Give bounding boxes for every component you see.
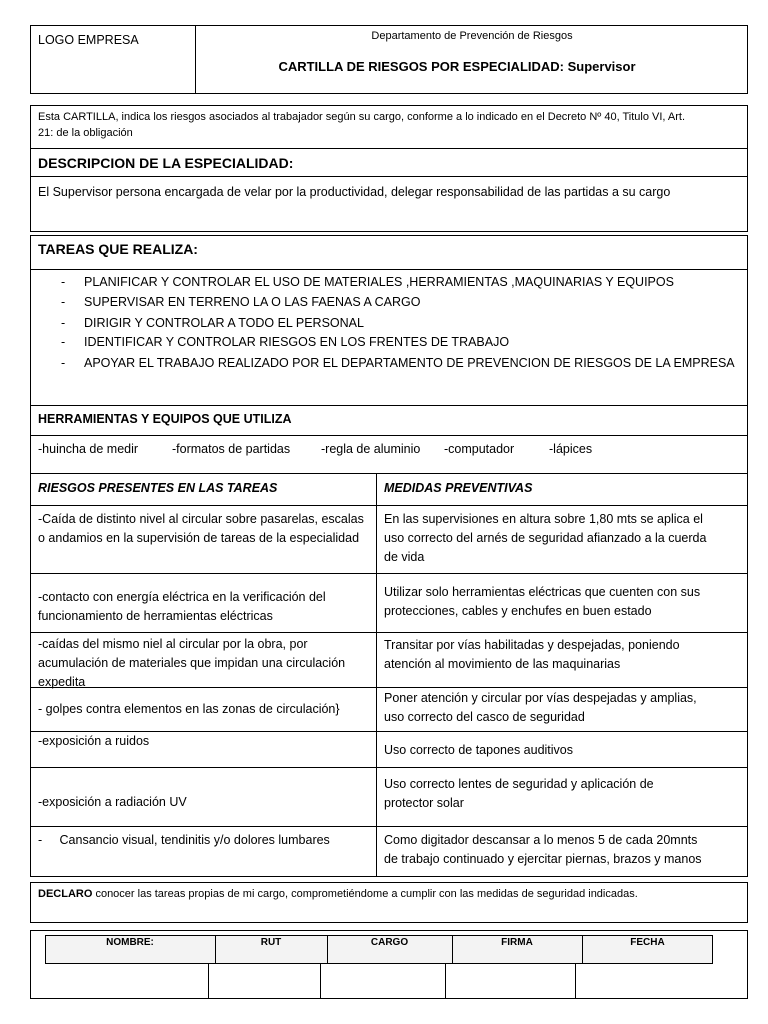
medida-line: Transitar por vías habilitadas y despejadas, poniendo xyxy=(384,638,680,652)
medida-line: Poner atención y circular por vías despejadas y amplias, xyxy=(384,691,697,705)
tarea-item xyxy=(61,275,674,289)
riesgo-line: acumulación de materiales que impidan una circulación xyxy=(38,656,346,670)
descripcion-divider xyxy=(30,176,748,177)
firma-header-fecha: FECHA xyxy=(630,937,665,948)
riesgo-cell xyxy=(38,588,326,626)
medida-line: de vida xyxy=(384,550,425,564)
firma-column-divider xyxy=(575,964,576,999)
firma-header-firma: FIRMA xyxy=(501,937,533,948)
table-hline xyxy=(30,632,748,633)
tarea-bullet: - xyxy=(61,295,66,309)
tarea-item-text: APOYAR EL TRABAJO REALIZADO POR EL DEPARTAMENTO DE PREVENCION DE RIESGOS DE LA EMPRESA xyxy=(84,356,735,370)
table-hline xyxy=(30,505,748,506)
tarea-item-text: SUPERVISAR EN TERRENO LA O LAS FAENAS A CARGO xyxy=(84,295,421,309)
tarea-bullet: - xyxy=(61,356,66,370)
herramienta-item: -formatos de partidas xyxy=(172,442,291,456)
title-role: Supervisor xyxy=(567,59,636,74)
riesgo-line: - golpes contra elementos en las zonas de circulación} xyxy=(38,702,340,716)
riesgo-line: -exposición a radiación UV xyxy=(38,795,187,809)
title-prefix: CARTILLA DE RIESGOS POR ESPECIALIDAD: xyxy=(278,59,568,74)
riesgos-column-header: RIESGOS PRESENTES EN LAS TAREAS xyxy=(38,481,278,495)
medida-line: protecciones, cables y enchufes en buen estado xyxy=(384,604,652,618)
table-hline xyxy=(30,435,748,436)
tarea-bullet: - xyxy=(61,275,66,289)
medida-line: de trabajo continuado y ejercitar piernas, brazos y manos xyxy=(384,852,702,866)
firma-header-rut: RUT xyxy=(260,937,282,948)
firma-header-nombre: NOMBRE: xyxy=(106,937,154,948)
table-hline xyxy=(30,767,748,768)
riesgo-cell xyxy=(38,793,187,812)
medida-line: En las supervisiones en altura sobre 1,80 mts se aplica el xyxy=(384,512,703,526)
riesgo-line: -Caída de distinto nivel al circular sobre pasarelas, escalas xyxy=(38,512,364,526)
riesgo-line: funcionamiento de herramientas eléctricas xyxy=(38,609,273,623)
intro-divider xyxy=(30,148,748,149)
riesgo-cell xyxy=(38,510,364,548)
table-hline xyxy=(30,573,748,574)
riesgo-cell xyxy=(38,732,149,751)
medida-cell xyxy=(384,741,573,760)
tarea-item xyxy=(61,356,735,370)
tarea-item xyxy=(61,295,420,309)
riesgo-line: expedita xyxy=(38,675,86,689)
intro-text-line1: Esta CARTILLA, indica los riesgos asociados al trabajador según su cargo, conforme a lo indicado en el Decreto Nº 40, Titulo VI, Art. xyxy=(38,111,686,123)
medida-cell xyxy=(384,636,680,674)
medida-line: atención al movimiento de las maquinarias xyxy=(384,657,621,671)
firma-header-cargo: CARGO xyxy=(370,937,409,948)
medida-line: Uso correcto lentes de seguridad y aplicación de xyxy=(384,777,654,791)
descripcion-heading: DESCRIPCION DE LA ESPECIALIDAD: xyxy=(38,155,294,171)
riesgo-line: -contacto con energía eléctrica en la verificación del xyxy=(38,590,326,604)
riesgo-cell xyxy=(38,635,345,692)
medida-cell xyxy=(384,510,706,567)
tarea-item-text: DIRIGIR Y CONTROLAR A TODO EL PERSONAL xyxy=(84,316,364,330)
medida-line: Como digitador descansar a lo menos 5 de cada 20mnts xyxy=(384,833,698,847)
tarea-item-text: PLANIFICAR Y CONTROLAR EL USO DE MATERIALES ,HERRAMIENTAS ,MAQUINARIAS Y EQUIPOS xyxy=(84,275,674,289)
table-hline xyxy=(30,826,748,827)
document-title xyxy=(196,59,718,74)
tarea-bullet: - xyxy=(61,316,66,330)
tarea-item-text: IDENTIFICAR Y CONTROLAR RIESGOS EN LOS FRENTES DE TRABAJO xyxy=(84,335,510,349)
riesgo-line: -exposición a ruidos xyxy=(38,734,150,748)
tareas-heading: TAREAS QUE REALIZA: xyxy=(38,241,198,257)
medida-cell xyxy=(384,689,697,727)
medida-cell xyxy=(384,831,702,869)
declaro-body: conocer las tareas propias de mi cargo, comprometiéndome a cumplir con las medidas de seguridad indicadas. xyxy=(92,888,638,900)
declaro-bold: DECLARO xyxy=(38,888,93,900)
descripcion-text: El Supervisor persona encargada de velar por la productividad, delegar responsabilidad de las partidas a su cargo xyxy=(38,185,671,199)
medida-cell xyxy=(384,583,700,621)
medidas-column-header: MEDIDAS PREVENTIVAS xyxy=(384,481,533,495)
firma-column-divider xyxy=(320,964,321,999)
tarea-bullet: - xyxy=(61,335,66,349)
declaro-text xyxy=(38,888,638,900)
intro-text-line2: 21: de la obligación xyxy=(38,127,133,139)
firma-column-divider xyxy=(208,964,209,999)
herramientas-heading: HERRAMIENTAS Y EQUIPOS QUE UTILIZA xyxy=(38,412,292,426)
riesgo-cell xyxy=(38,700,340,719)
medida-line: Utilizar solo herramientas eléctricas que cuenten con sus xyxy=(384,585,701,599)
table-hline xyxy=(30,473,748,474)
tarea-item xyxy=(61,316,364,330)
firma-column-divider xyxy=(445,964,446,999)
tareas-divider xyxy=(30,269,748,270)
department-name: Departamento de Prevención de Riesgos xyxy=(371,30,573,42)
logo-placeholder: LOGO EMPRESA xyxy=(38,33,139,47)
medida-cell xyxy=(384,775,654,813)
riesgo-line: o andamios en la supervisión de tareas de la especialidad xyxy=(38,531,360,545)
riesgo-line: -caídas del mismo niel al circular por la obra, por xyxy=(38,637,308,651)
herramienta-item: -regla de aluminio xyxy=(321,442,421,456)
herramienta-item: -huincha de medir xyxy=(38,442,139,456)
medida-line: protector solar xyxy=(384,796,464,810)
tarea-item xyxy=(61,335,509,349)
medida-line: uso correcto del casco de seguridad xyxy=(384,710,585,724)
medida-line: uso correcto del arnés de seguridad afianzado a la cuerda xyxy=(384,531,707,545)
riesgo-cell: - Cansancio visual, tendinitis y/o dolores lumbares xyxy=(38,833,330,847)
table-column-divider xyxy=(376,473,377,877)
herramienta-item: -lápices xyxy=(549,442,593,456)
herramienta-item: -computador xyxy=(444,442,515,456)
medida-line: Uso correcto de tapones auditivos xyxy=(384,743,573,757)
